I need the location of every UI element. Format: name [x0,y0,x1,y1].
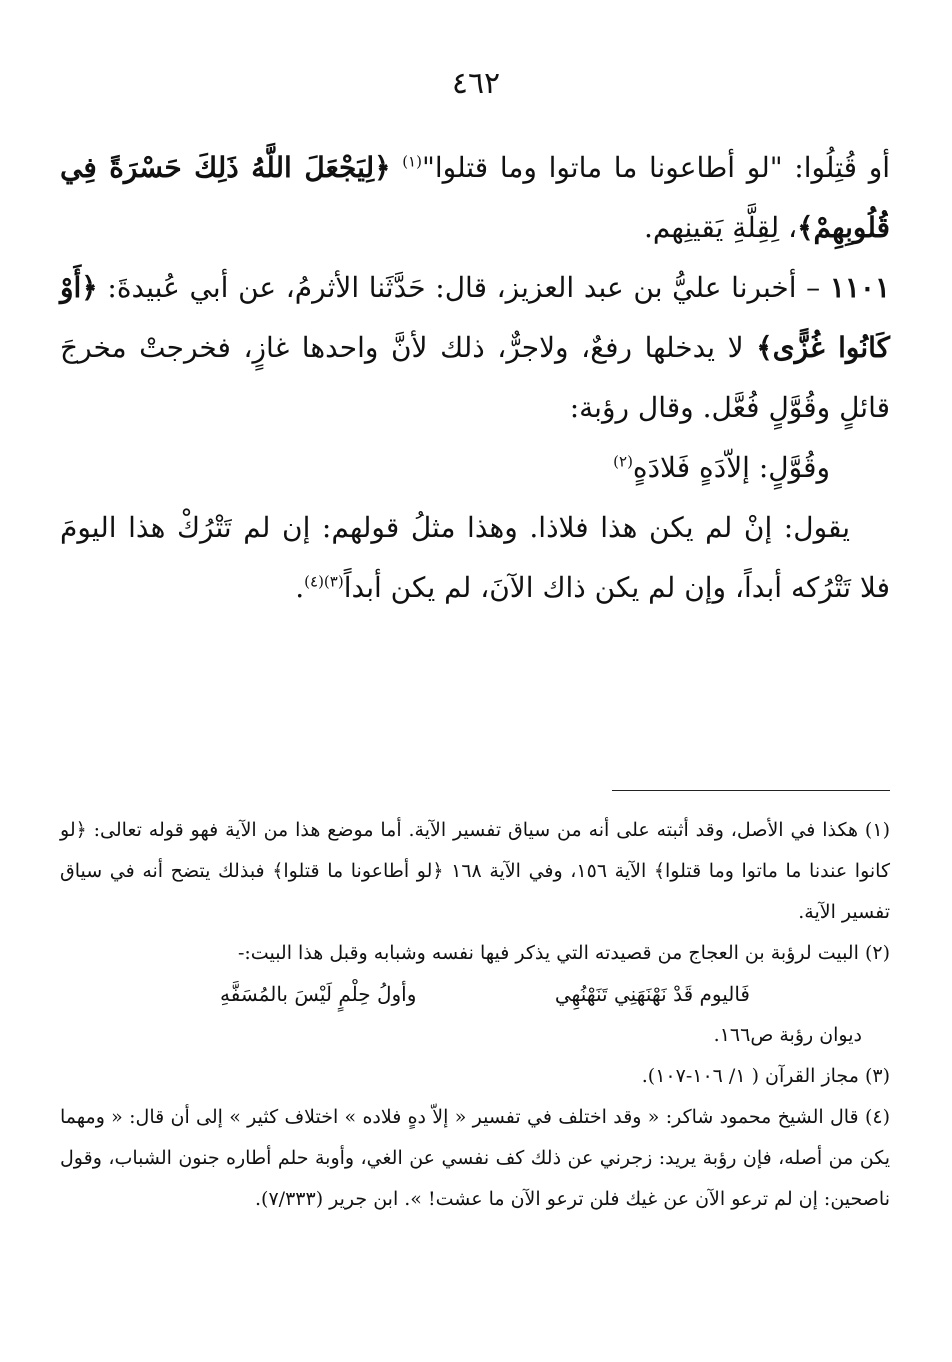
paragraph-3 [60,498,890,618]
main-text [60,138,890,618]
footnote-text: مجاز القرآن ( ١/ ١٠٦-١٠٧). [641,1065,859,1087]
footnote-1 [60,810,890,933]
footnotes [60,810,890,1220]
footnote-number: (٤) [864,1106,891,1128]
footnote-ref-3-4: (٣)(٤) [304,572,344,591]
verse-text: وقُوَّلٍ: إلاّدَهٍ فَلادَهٍ [632,451,830,484]
footnote-number: (٣) [864,1065,890,1087]
text-segment: – أخبرنا عليُّ بن عبد العزيز، قال: حَدَّثَنا الأثرمُ، عن أبي عُبيدةَ: [97,271,830,304]
quran-quote: ﴿لِيَجْعَلَ اللَّهُ ذَلِكَ حَسْرَةً فِي قُلُوبِهِمْ﴾ [60,151,890,244]
footnote-text: الآية ١٥٦، وفي الآية ١٦٨ [443,860,654,882]
poetry-verse [60,438,890,498]
footnote-text: هكذا في الأصل، وقد أثبته على أنه من سياق تفسير الآية. أما موضع هذا من الآية فهو قوله تعالى: [86,819,859,841]
footnote-ref-1: (١) [402,152,422,171]
footnote-4 [60,1097,890,1220]
text-segment: لا يدخلها رفعٌ، ولاجرٌّ، ذلك لأنَّ واحدها غازٍ، فخرجتْ مخرجَ قائلٍ وقُوَّلٍ فُعَّل. وقال رؤبة: [60,331,890,424]
footnote-3 [60,1056,890,1097]
hadith-number: ١١٠١ [829,271,890,304]
text-segment: . [295,571,305,604]
paragraph-2 [60,258,890,438]
poem-hemistich-left: وأولُ حِلْمٍ لَيْسَ بالمُسَفَّهِ [220,982,417,1006]
quran-quote: ﴿لو أطاعونا ما قتلوا﴾ [272,860,444,882]
footnote-text: فبذلك يتضح أنه في سياق تفسير الآية. [60,860,890,923]
footnote-ref-2: (٢) [613,452,633,471]
footnote-number: (١) [864,819,890,841]
quran-quote: ﴿لو كانوا عندنا ما ماتوا وما قتلوا﴾ [60,819,891,882]
footnote-poem [60,974,890,1015]
text-segment: ، لِقِلَّةِ يَقينِهم. [644,211,798,244]
footnote-number: (٢) [864,942,890,964]
text-segment: أو قُتِلُوا: "لو أطاعونا ما ماتوا وما قتلوا" [421,151,890,184]
footnote-text: قال الشيخ محمود شاكر: « وقد اختلف في تفسير « إلاّ دهٍ فلاده » اختلاف كثير » إلى أن قال: « ومهما يكن من أصله، فإن رؤبة يريد: زجرني عن ذلك كف نفسي عن الغي، وأوبة حلم أطاره جنون الشباب، وقول ناصحين: إن لم ترعو الآن عن غيك فلن ترعو الآن ما عشت! ». ابن جرير (٧/٣٣٣). [60,1106,890,1210]
text-segment: يقول: إنْ لم يكن هذا فلاذا. وهذا مثلُ قولهم: إن لم تَتْرُكْ هذا اليومَ فلا تَتْرُكه أبداً، وإن لم يكن ذاك الآنَ، لم يكن أبداً [60,511,890,604]
page-number: ٤٦٢ [451,66,501,101]
footnote-separator [612,790,890,791]
footnote-text: البيت لرؤبة بن العجاج من قصيدته التي يذكر فيها نفسه وشبابه وقبل هذا البيت:- [237,942,859,964]
paragraph-1 [60,138,890,258]
footnote-2 [60,933,890,974]
quran-quote: ﴿أَوْ كَانُوا غُزًّى﴾ [60,271,890,364]
footnote-2-source: ديوان رؤبة ص١٦٦. [713,1024,862,1046]
poem-hemistich-right: فَاليوم قَدْ نَهْنَهَنِي تَنَهْنُهِي [554,982,750,1006]
